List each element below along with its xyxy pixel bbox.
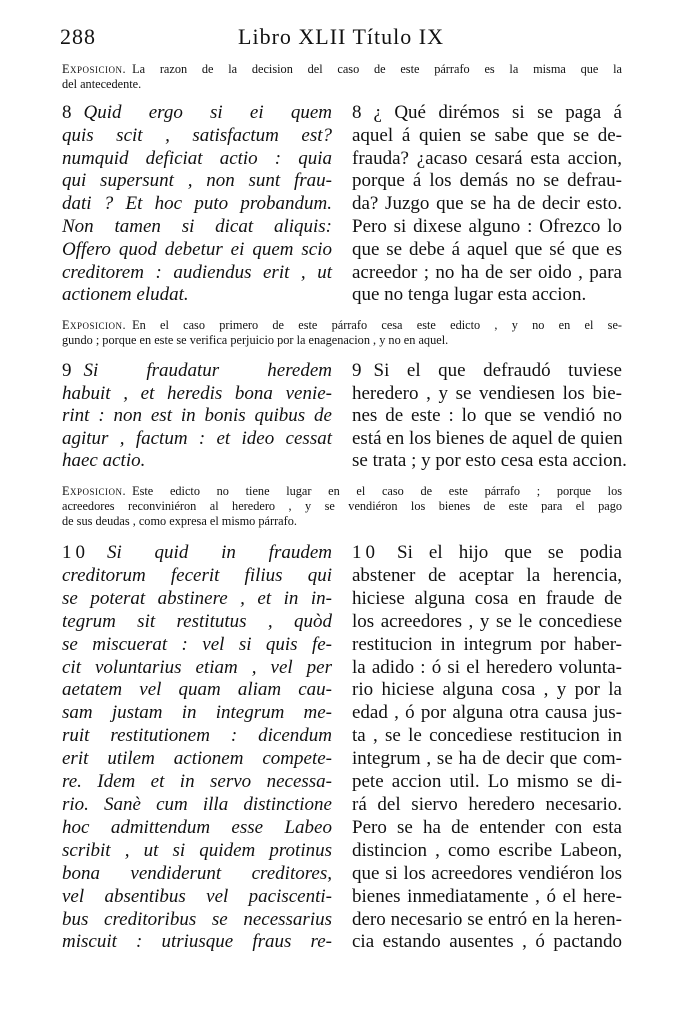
page-number: 288 [60,24,96,49]
paragraph-number: 8 [352,102,362,123]
page-header [60,24,622,54]
paragraph-number: 10 [352,542,379,563]
running-title: Libro XLII Título IX [238,24,444,49]
paragraph-number: 9 [352,360,362,381]
note-label: Exposicion. [62,484,127,498]
note-label: Exposicion. [62,318,127,332]
spanish-paragraph-8: 8 ¿ Qué dirémos si se paga á aquel á quien se sabe que se de- frauda? ¿acaso cesará esta accion, porque á los demás no se defrau- da? Juzgo que se ha de decir esto. Pero si dixese alguno : Ofrezco lo que se debe á aquel que sé que es acreedor ; no ha de ser oido , para que no tenga lugar esta accion. [352,102,622,306]
latin-paragraph-8: 8 Quid ergo si ei quem quis scit , satisfactum est? numquid deficiat actio : quia qui supersunt , non sunt frau- dati ? Et hoc puto probandum. Non tamen si dicat aliquis: Offero quod debetur ei quem scio creditorem : audiendus erit , ut actionem eludat. [62,102,332,306]
paragraph-number: 9 [62,360,72,381]
latin-paragraph-9: 9 Si fraudatur heredem habuit , et heredis bona venie- rint : non est in bonis quibus de agitur , factum : et ideo cessat haec actio. [62,360,332,471]
exposition-note-3: Exposicion. Este edicto no tiene lugar en el caso de este párrafo ; porque los acreedores reconviniéron al heredero , y se vendiéron los bienes de este para el pago de sus deudas , como expresa el mismo párrafo. [62,484,622,528]
exposition-note-1: Exposicion. La razon de la decision del caso de este párrafo es la misma que la del antecedente. [62,62,622,91]
spanish-paragraph-10: 10 Si el hijo que se podia abstener de aceptar la herencia, hiciese alguna cosa en fraude de los acreedores , y se le concediese restitucion in integrum por haber- la adido : ó si el heredero volunta- rio hiciese alguna cosa , y por la edad , ó por alguna otra causa jus- ta , se le concediese restitucion in integrum , se ha de decir que com- pete accion util. Lo mismo se di- rá del siervo heredero necesario. Pero se ha de entender con esta distincion , como escribe Labeon, que si los acreedores vendiéron los bienes inmediatamente , ó el here- dero necesario se entró en la heren- cia estando ausentes , ó pactando [352,542,622,953]
latin-paragraph-10: 10 Si quid in fraudem creditorum fecerit filius qui se poterat abstinere , et in in- tegrum sit restitutus , quòd se miscuerat : vel si quis fe- cit voluntarius etiam , vel per aetatem vel quam aliam cau- sam justam in integrum me- ruit restitutionem : dicendum erit utilem actionem compete- re. Idem et in servo necessa- rio. Sanè cum illa distinctione hoc admittendum esse Labeo scribit , ut si quidem protinus bona vendiderunt creditores, vel absentibus vel paciscenti- bus creditoribus se necessarius miscuit : utriusque fraus re- [62,542,332,953]
exposition-note-2: Exposicion. En el caso primero de este párrafo cesa este edicto , y no en el se- gundo ; porque en este se verifica perjuicio por la enagenacion , y no en aquel. [62,318,622,347]
note-label: Exposicion. [62,62,127,76]
paragraph-number: 10 [62,542,89,563]
spanish-paragraph-9: 9 Si el que defraudó tuviese heredero , y se vendiesen los bie- nes de este : lo que se vendió no está en los bienes de aquel de quien se trata ; y por esto cesa esta accion. [352,360,627,471]
paragraph-number: 8 [62,102,72,123]
